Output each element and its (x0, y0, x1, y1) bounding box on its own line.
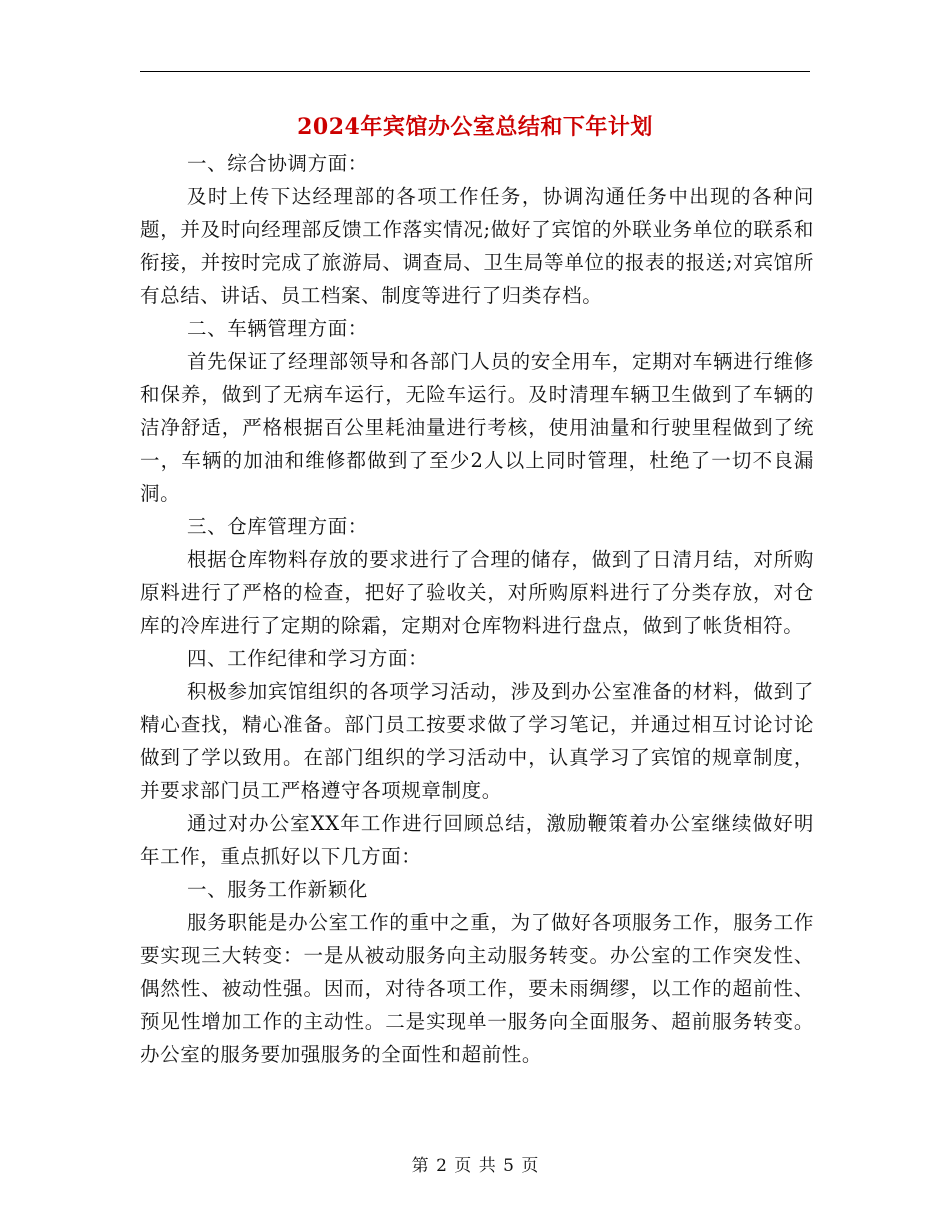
section-heading: 四、工作纪律和学习方面： (187, 647, 429, 670)
body-paragraph: 根据仓库物料存放的要求进行了合理的储存，做到了日清月结，对所购原料进行了严格的检查，把好了验收关，对所购原料进行了分类存放，对仓库的冷库进行了定期的除霜，定期对仓库物料进行盘点，做到了帐货相符。 (140, 548, 814, 637)
page-number-label: 第 2 页 共 5 页 (411, 1156, 539, 1176)
body-paragraph: 首先保证了经理部领导和各部门人员的安全用车，定期对车辆进行维修和保养，做到了无病车运行，无险车运行。及时清理车辆卫生做到了车辆的洁净舒适，严格根据百公里耗油量进行考核，使用油量和行驶里程做到了统一，车辆的加油和维修都做到了至少2人以上同时管理，杜绝了一切不良漏洞。 (140, 350, 814, 505)
header-rule (140, 71, 810, 72)
section-heading: 一、综合协调方面： (187, 152, 368, 175)
body-paragraph: 及时上传下达经理部的各项工作任务，协调沟通任务中出现的各种问题，并及时向经理部反馈工作落实情况;做好了宾馆的外联业务单位的联系和衔接，并按时完成了旅游局、调查局、卫生局等单位的报表的报送;对宾馆所有总结、讲话、员工档案、制度等进行了归类存档。 (140, 185, 814, 307)
section-heading: 二、车辆管理方面： (187, 317, 368, 340)
document-body (140, 147, 814, 1071)
document-title: 2024年宾馆办公室总结和下年计划 (297, 114, 653, 140)
page-number-footer (0, 1154, 950, 1178)
section-heading: 一、服务工作新颖化 (187, 878, 368, 901)
body-paragraph: 通过对办公室XX年工作进行回顾总结，激励鞭策着办公室继续做好明年工作，重点抓好以下几方面： (140, 812, 814, 868)
body-paragraph: 服务职能是办公室工作的重中之重，为了做好各项服务工作，服务工作要实现三大转变：一是从被动服务向主动服务转变。办公室的工作突发性、偶然性、被动性强。因而，对待各项工作，要未雨绸缪，以工作的超前性、预见性增加工作的主动性。二是实现单一服务向全面服务、超前服务转变。办公室的服务要加强服务的全面性和超前性。 (140, 911, 814, 1066)
body-paragraph: 积极参加宾馆组织的各项学习活动，涉及到办公室准备的材料，做到了精心查找，精心准备。部门员工按要求做了学习笔记，并通过相互讨论讨论做到了学以致用。在部门组织的学习活动中，认真学习了宾馆的规章制度，并要求部门员工严格遵守各项规章制度。 (140, 680, 814, 802)
section-heading: 三、仓库管理方面： (187, 515, 368, 538)
